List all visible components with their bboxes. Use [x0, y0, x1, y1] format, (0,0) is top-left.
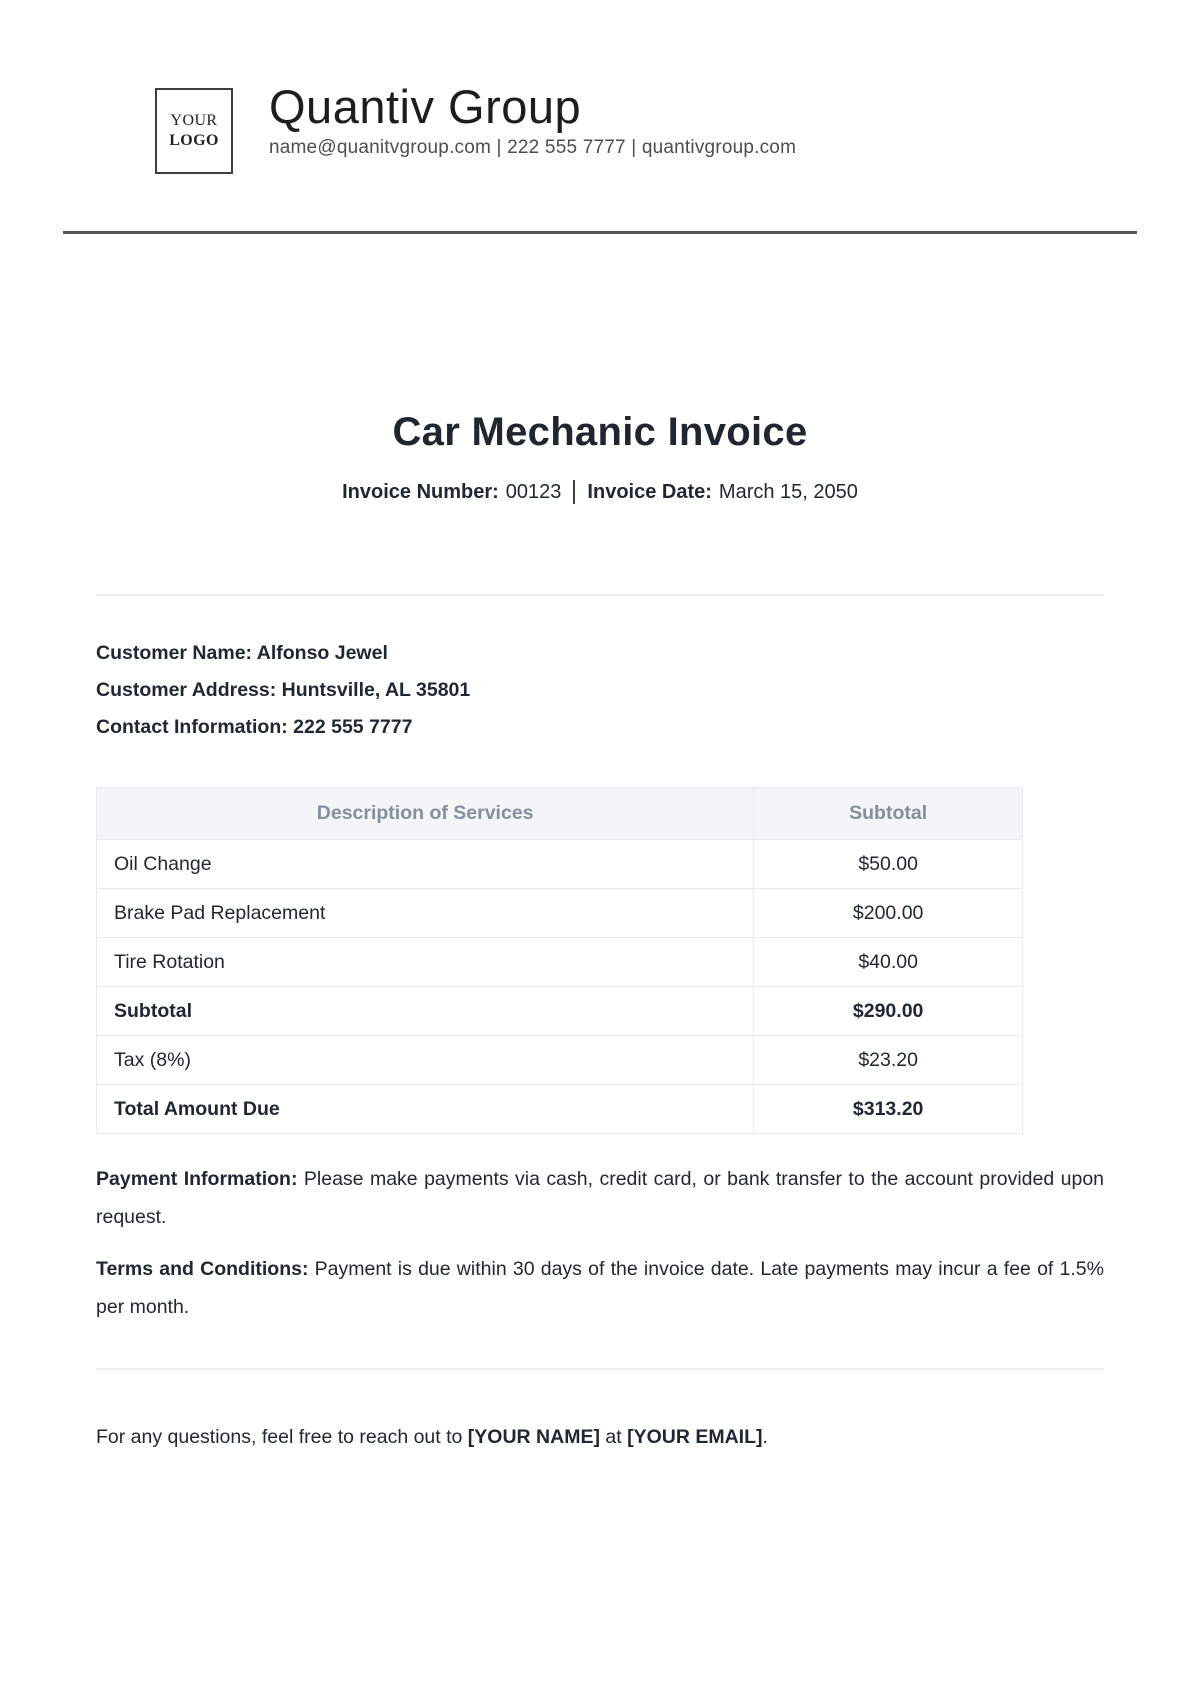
logo-text-your: YOUR: [170, 112, 218, 129]
footer-note: [96, 1426, 1104, 1449]
table-row-subtotal: [97, 987, 1022, 1036]
invoice-number-value: 00123: [505, 480, 562, 503]
footer-prefix: For any questions, feel free to reach out to: [96, 1426, 468, 1448]
customer-address-value: Huntsville, AL 35801: [281, 679, 471, 701]
customer-contact-label: Contact Information:: [96, 716, 288, 738]
terms-label: Terms and Conditions:: [96, 1258, 309, 1280]
table-header-description: Description of Services: [97, 788, 754, 839]
table-row: [97, 840, 1022, 889]
terms-paragraph: [96, 1250, 1104, 1326]
invoice-date-value: March 15, 2050: [718, 480, 858, 503]
footer-suffix: .: [762, 1426, 768, 1448]
invoice-title: Car Mechanic Invoice: [392, 410, 808, 454]
services-table: [96, 787, 1023, 1134]
footer-email-placeholder: [YOUR EMAIL]: [627, 1426, 763, 1448]
brand-block: [269, 80, 796, 159]
footer-middle: at: [599, 1426, 628, 1448]
invoice-date-label: Invoice Date:: [587, 480, 712, 503]
customer-address-label: Customer Address:: [96, 679, 277, 701]
payment-info-paragraph: [96, 1160, 1104, 1236]
subtotal-amount: $290.00: [852, 999, 924, 1022]
section-divider-top: [96, 594, 1104, 596]
customer-info: [96, 642, 1104, 739]
payment-info-label: Payment Information:: [96, 1168, 298, 1190]
logo-placeholder: [155, 88, 233, 174]
company-name: Quantiv Group: [269, 80, 582, 133]
total-due-label: Total Amount Due: [97, 1085, 754, 1133]
service-amount: $50.00: [858, 852, 918, 875]
customer-name-value: Alfonso Jewel: [256, 642, 388, 664]
header: [0, 0, 1200, 174]
customer-contact-line: [96, 716, 1104, 739]
table-row-total: [97, 1085, 1022, 1133]
customer-address-line: [96, 679, 1104, 702]
tax-label: Tax (8%): [97, 1036, 754, 1084]
service-description: Brake Pad Replacement: [97, 889, 754, 937]
table-row-tax: [97, 1036, 1022, 1085]
service-description: Tire Rotation: [97, 938, 754, 986]
table-row: [97, 938, 1022, 987]
company-contact-line: name@quanitvgroup.com | 222 555 7777 | quantivgroup.com: [269, 137, 797, 159]
total-due-amount: $313.20: [852, 1097, 924, 1120]
table-header-subtotal: Subtotal: [849, 802, 928, 824]
service-description: Oil Change: [97, 840, 754, 888]
customer-contact-value: 222 555 7777: [293, 716, 413, 738]
meta-separator: [573, 480, 575, 504]
header-rule: [63, 231, 1137, 234]
tax-amount: $23.20: [858, 1048, 918, 1071]
logo-text-logo: LOGO: [169, 132, 219, 149]
payment-info-text: Please make payments via cash, credit card, or bank transfer to the account provided upon request.: [96, 1168, 1105, 1228]
table-row: [97, 889, 1022, 938]
section-divider-bottom: [96, 1368, 1104, 1370]
footer-name-placeholder: [YOUR NAME]: [467, 1426, 600, 1448]
table-header-row: [97, 788, 1022, 840]
invoice-meta: [0, 480, 1200, 504]
customer-name-label: Customer Name:: [96, 642, 253, 664]
service-amount: $200.00: [852, 901, 924, 924]
terms-text: Payment is due within 30 days of the invoice date. Late payments may incur a fee of 1.5% per month.: [96, 1258, 1104, 1318]
service-amount: $40.00: [858, 950, 918, 973]
invoice-number-label: Invoice Number:: [342, 480, 499, 503]
subtotal-label: Subtotal: [97, 987, 754, 1035]
customer-name-line: [96, 642, 1104, 665]
